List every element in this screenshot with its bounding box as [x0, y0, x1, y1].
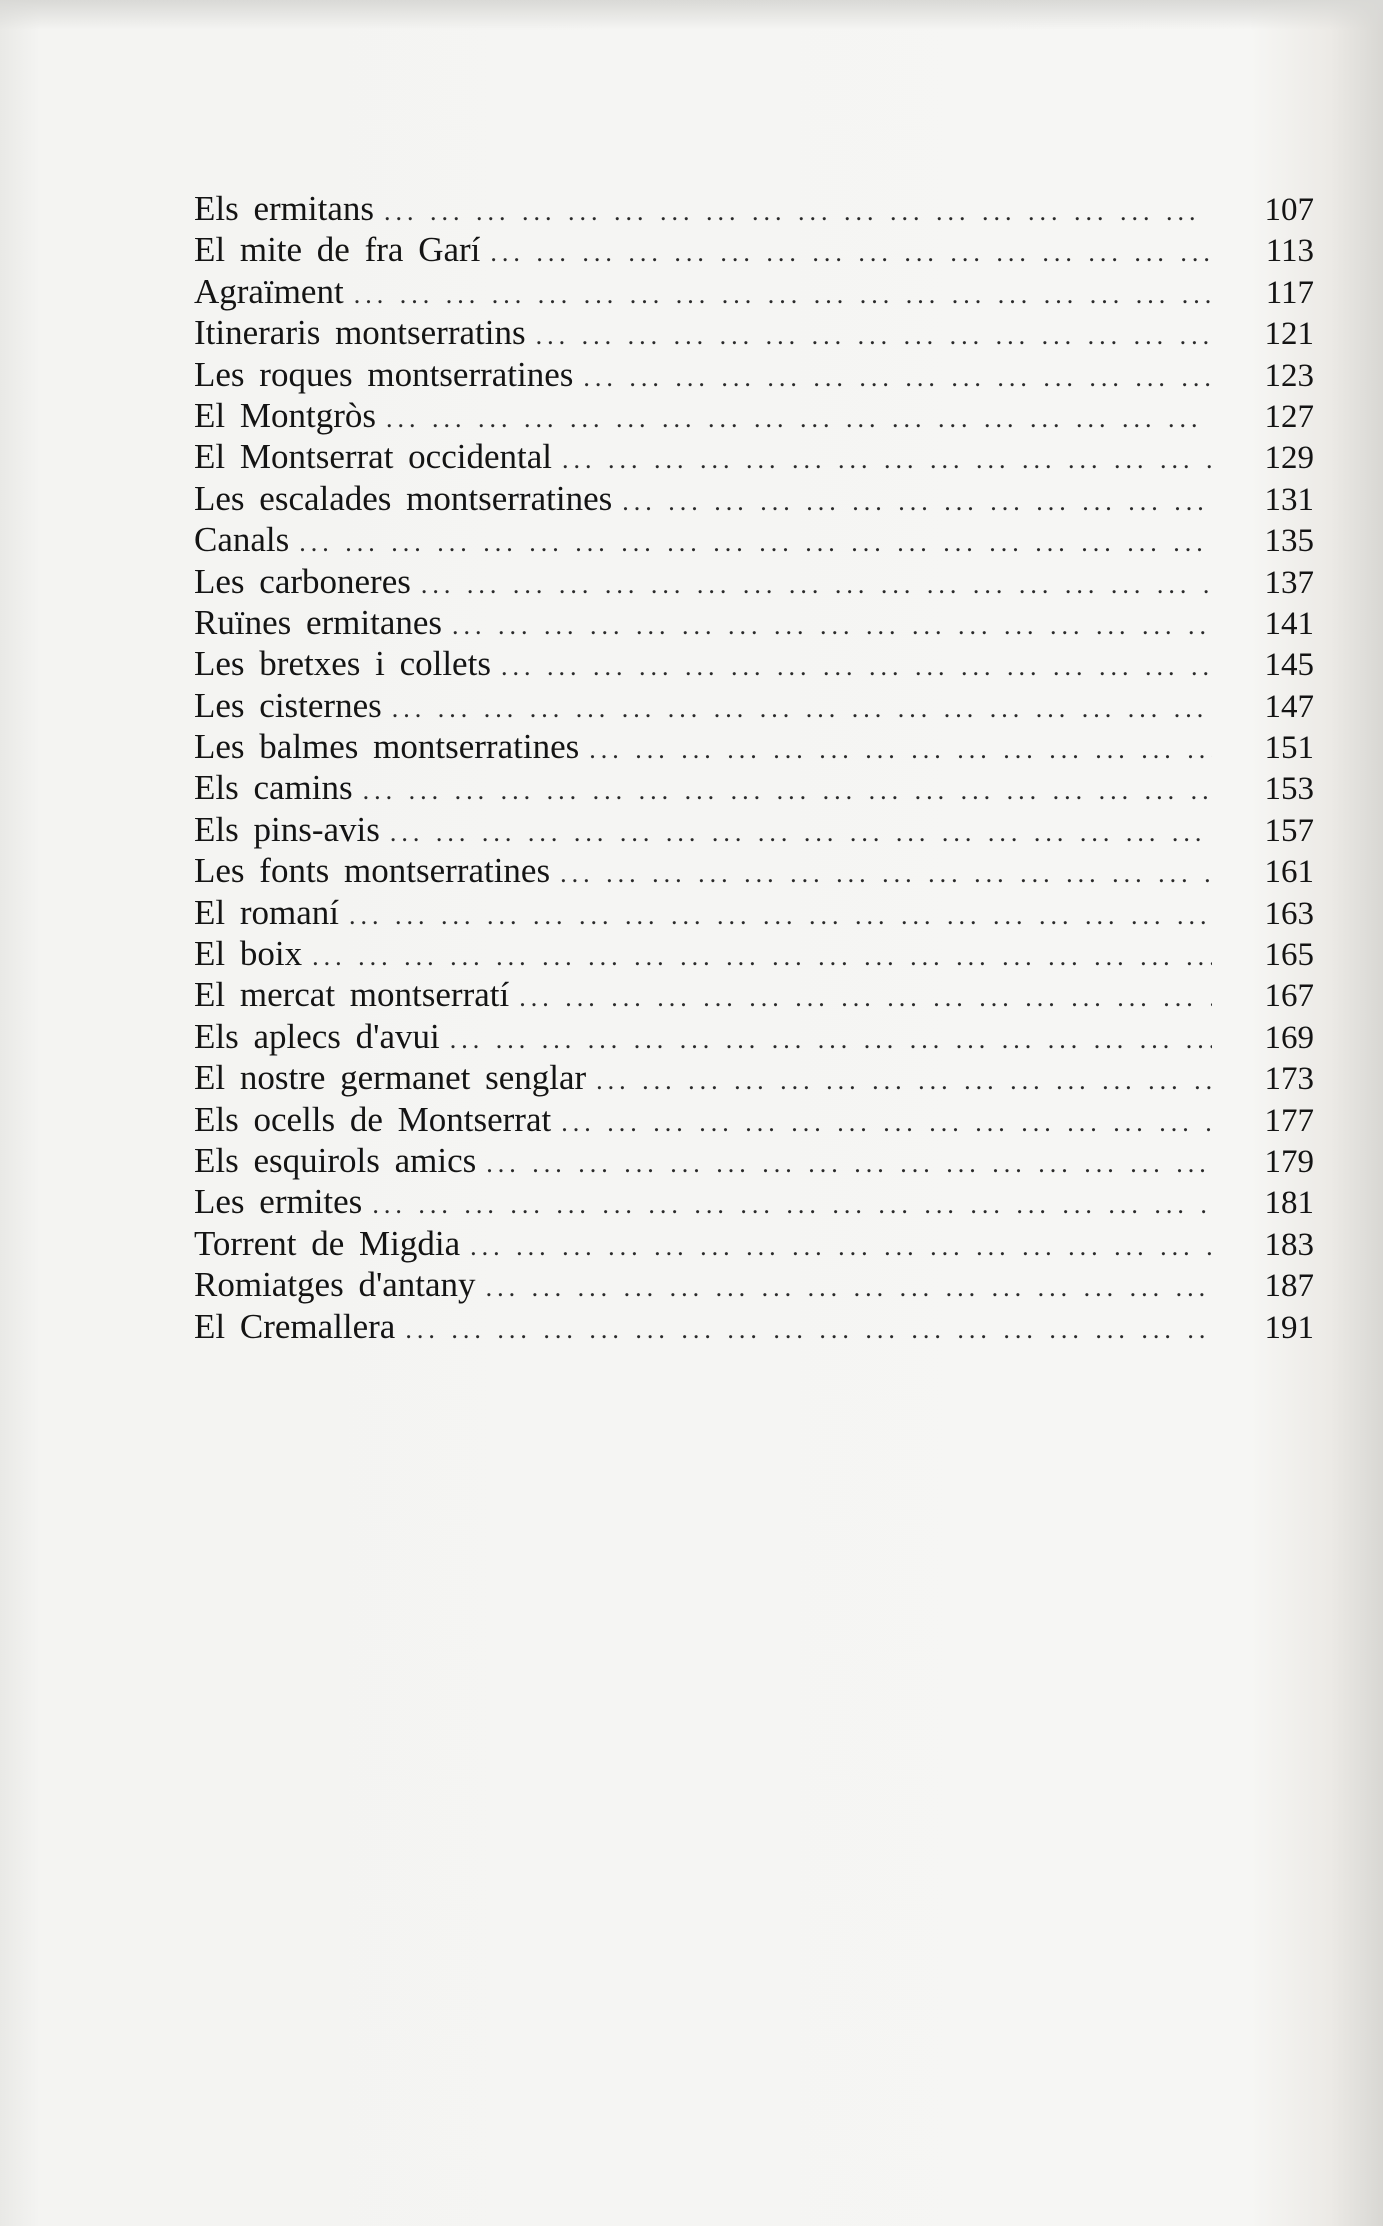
dot-leader: [405, 1309, 1212, 1350]
entry-page-number: 173: [1264, 1061, 1314, 1098]
dot-leader: [486, 1143, 1212, 1184]
toc-entry: [194, 478, 1314, 519]
entry-page-number: 179: [1264, 1143, 1314, 1180]
toc-entry: [194, 892, 1314, 933]
entry-title: El Cremallera: [194, 1306, 396, 1346]
entry-page-number: 123: [1264, 357, 1314, 394]
toc-entry: [194, 643, 1314, 684]
entry-title: Itineraris montserratins: [194, 313, 526, 353]
dot-leader: [536, 315, 1212, 356]
entry-title: Ruïnes ermitanes: [194, 602, 443, 642]
entry-page-number: 177: [1264, 1102, 1314, 1139]
entry-page-number: 161: [1264, 854, 1314, 891]
toc-entry: [194, 436, 1314, 477]
dot-leader: [450, 1019, 1212, 1060]
entry-title: El romaní: [194, 892, 339, 932]
toc-entry: [194, 312, 1314, 353]
dot-leader: [372, 1184, 1212, 1225]
entry-page-number: 157: [1264, 812, 1314, 849]
toc-entry: [194, 1264, 1314, 1305]
entry-title: Els ocells de Montserrat: [194, 1099, 552, 1139]
toc-entry: [194, 561, 1314, 602]
entry-page-number: 181: [1264, 1185, 1314, 1222]
entry-title: El nostre germanet senglar: [194, 1058, 587, 1098]
entry-page-number: 121: [1264, 316, 1314, 353]
toc-entry: [194, 602, 1314, 643]
toc-entry: [194, 850, 1314, 891]
entry-title: Les escalades montserratines: [194, 478, 613, 518]
entry-page-number: 163: [1264, 895, 1314, 932]
entry-title: El mite de fra Garí: [194, 230, 481, 270]
toc-entry: [194, 1306, 1314, 1347]
dot-leader: [560, 853, 1212, 894]
entry-page-number: 183: [1264, 1226, 1314, 1263]
toc-entry: [194, 1016, 1314, 1057]
toc-entry: [194, 726, 1314, 767]
page-edge-shadow: [0, 0, 1383, 30]
dot-leader: [519, 977, 1212, 1018]
dot-leader: [562, 439, 1212, 480]
entry-title: Els aplecs d'avui: [194, 1016, 440, 1056]
toc-entry: [194, 271, 1314, 312]
entry-page-number: 135: [1264, 523, 1314, 560]
entry-page-number: 151: [1264, 730, 1314, 767]
entry-page-number: 113: [1265, 233, 1314, 270]
entry-title: El mercat montserratí: [194, 975, 510, 1015]
dot-leader: [363, 770, 1212, 811]
dot-leader: [392, 688, 1212, 729]
entry-title: Les ermites: [194, 1182, 363, 1222]
dot-leader: [390, 812, 1212, 853]
toc-entry: [194, 809, 1314, 850]
dot-leader: [490, 232, 1212, 273]
entry-page-number: 129: [1264, 440, 1314, 477]
toc-entry: [194, 974, 1314, 1015]
dot-leader: [384, 191, 1212, 232]
entry-title: Canals: [194, 520, 290, 560]
entry-page-number: 117: [1265, 274, 1314, 311]
dot-leader: [349, 895, 1212, 936]
toc-entry: [194, 685, 1314, 726]
dot-leader: [312, 936, 1212, 977]
entry-title: El boix: [194, 934, 303, 974]
dot-leader: [299, 522, 1212, 563]
entry-page-number: 169: [1264, 1019, 1314, 1056]
entry-title: Els camins: [194, 768, 353, 808]
entry-title: Els esquirols amics: [194, 1140, 477, 1180]
toc-entry: [194, 1140, 1314, 1181]
dot-leader: [486, 1267, 1212, 1308]
entry-title: Romiatges d'antany: [194, 1265, 476, 1305]
entry-page-number: 167: [1264, 978, 1314, 1015]
toc-entry: [194, 933, 1314, 974]
dot-leader: [354, 274, 1212, 315]
entry-page-number: 147: [1264, 688, 1314, 725]
dot-leader: [622, 481, 1212, 522]
entry-page-number: 127: [1264, 398, 1314, 435]
toc-entry: [194, 354, 1314, 395]
entry-title: Les roques montserratines: [194, 354, 574, 394]
dot-leader: [583, 357, 1212, 398]
entry-page-number: 137: [1264, 564, 1314, 601]
dot-leader: [421, 564, 1212, 605]
toc-entry: [194, 1099, 1314, 1140]
entry-page-number: 187: [1264, 1268, 1314, 1305]
entry-title: Les carboneres: [194, 561, 411, 601]
toc-entry: [194, 395, 1314, 436]
dot-leader: [596, 1060, 1212, 1101]
entry-page-number: 153: [1264, 771, 1314, 808]
toc-entry: [194, 1057, 1314, 1098]
toc-entry: [194, 229, 1314, 270]
dot-leader: [386, 398, 1212, 439]
entry-page-number: 165: [1264, 937, 1314, 974]
dot-leader: [561, 1102, 1212, 1143]
entry-page-number: 107: [1264, 192, 1314, 228]
dot-leader: [501, 646, 1212, 687]
dot-leader: [452, 605, 1212, 646]
dot-leader: [589, 729, 1212, 770]
toc-entry: [194, 1223, 1314, 1264]
dot-leader: [470, 1226, 1212, 1267]
entry-title: Les fonts montserratines: [194, 851, 551, 891]
entry-title: Torrent de Migdia: [194, 1223, 461, 1263]
entry-page-number: 191: [1264, 1309, 1314, 1346]
entry-page-number: 131: [1264, 481, 1314, 518]
entry-title: Els ermitans: [194, 189, 374, 228]
entry-title: Agraïment: [194, 271, 344, 311]
toc-entry: [194, 767, 1314, 808]
entry-title: El Montserrat occidental: [194, 437, 552, 477]
toc-entry: [194, 188, 1314, 229]
entry-title: El Montgròs: [194, 395, 376, 435]
table-of-contents: [194, 188, 1314, 1347]
entry-title: Les cisternes: [194, 685, 382, 725]
entry-title: Els pins-avis: [194, 809, 380, 849]
entry-title: Les balmes montserratines: [194, 727, 580, 767]
toc-entry: [194, 519, 1314, 560]
toc-entry: [194, 1181, 1314, 1222]
entry-page-number: 141: [1264, 605, 1314, 642]
entry-title: Les bretxes i collets: [194, 644, 491, 684]
entry-page-number: 145: [1264, 647, 1314, 684]
